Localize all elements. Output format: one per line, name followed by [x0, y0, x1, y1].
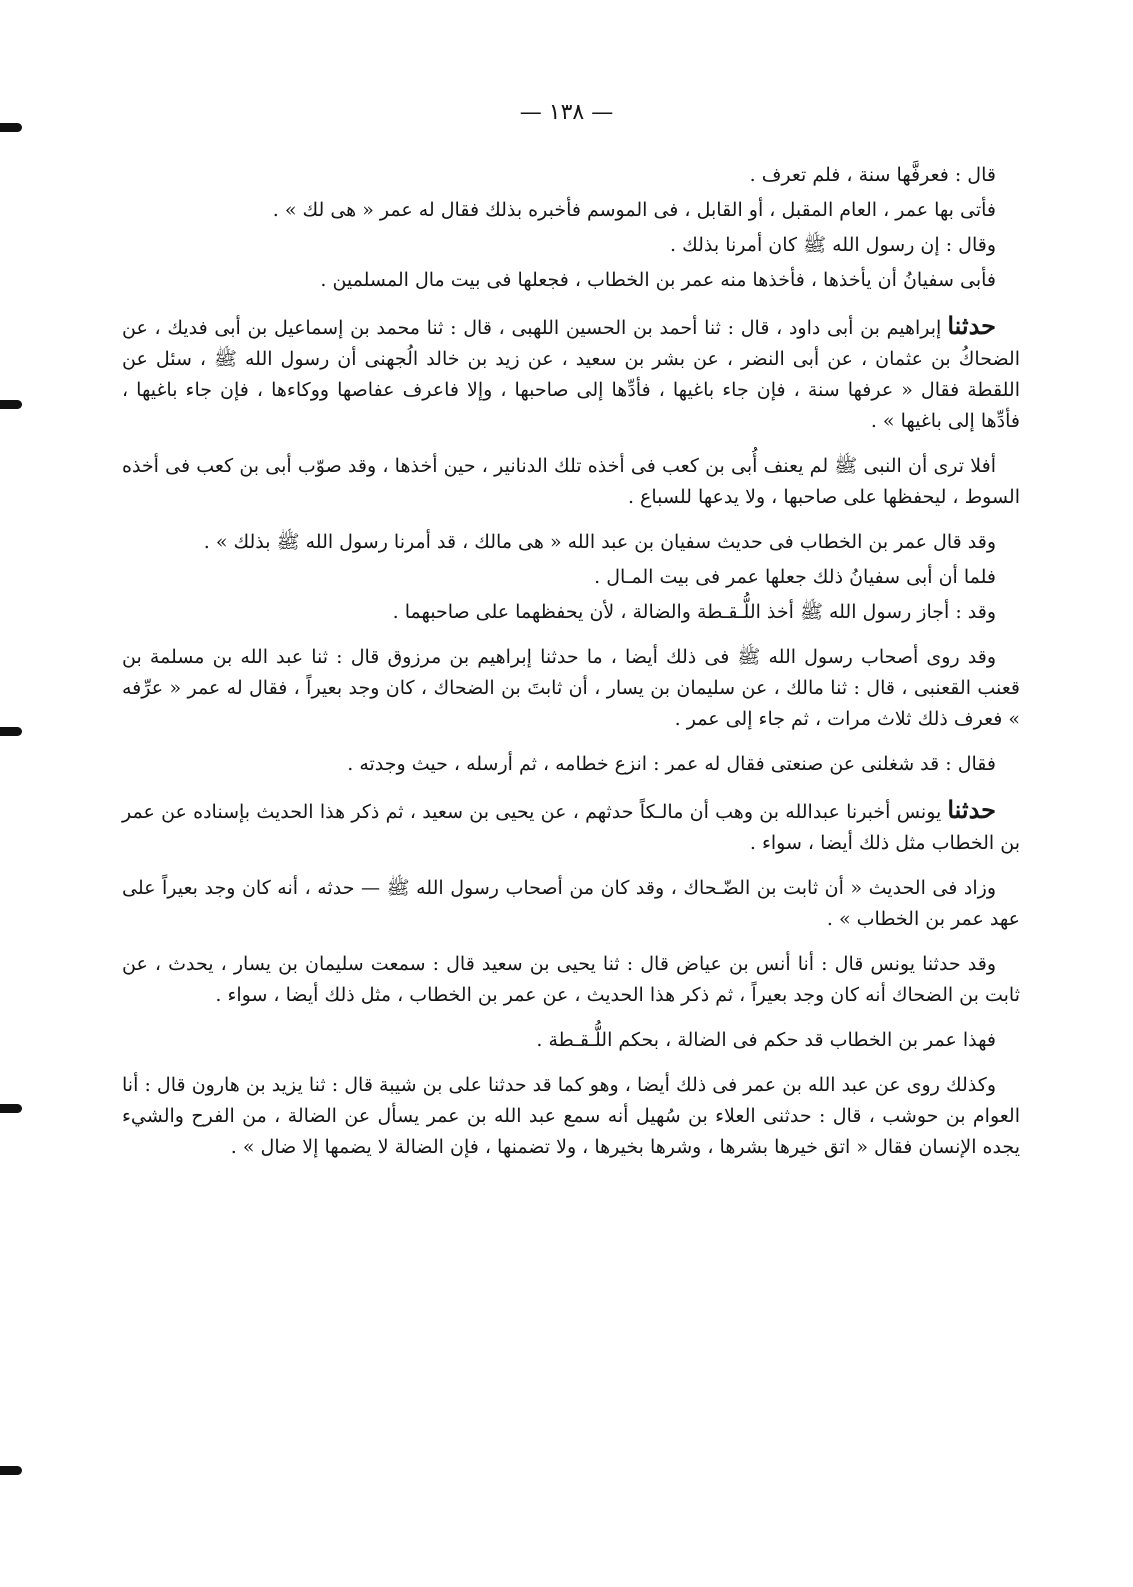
- paragraph: أفلا ترى أن النبى ﷺ لم يعنف أُبى بن كعب فى أخذه تلك الدنانير ، حين أخذها ، وقد صوّب أبى بن كعب فى أخذه السوط ، ليحفظها على صاحبها ، ولا يدعها للسباع .: [122, 455, 1020, 508]
- paragraph-text: يونس أخبرنا عبدالله بن وهب أن مالـكاً حدثهم ، عن يحيى بن سعيد ، ثم ذكر هذا الحديث بإسناده عن عمر بن الخطاب مثل ذلك أيضا ، سواء .: [122, 801, 1020, 854]
- hadith-marker: حدثنا: [947, 311, 996, 340]
- text-body: [122, 160, 1020, 1163]
- paragraph: [122, 794, 1020, 859]
- paragraph: وقال : إن رسول الله ﷺ كان أمرنا بذلك .: [670, 234, 996, 256]
- paragraph: [122, 310, 1020, 437]
- paragraph: وقد : أجاز رسول الله ﷺ أخذ اللُّـقـطة والضالة ، لأن يحفظهما على صاحبهما .: [392, 601, 996, 623]
- paragraph: وقد قال عمر بن الخطاب فى حديث سفيان بن عبد الله « هى مالك ، قد أمرنا رسول الله ﷺ بذلك » .: [203, 531, 996, 553]
- paragraph: فأبى سفيانُ أن يأخذها ، فأخذها منه عمر بن الخطاب ، فجعلها فى بيت مال المسلمين .: [320, 269, 996, 291]
- paragraph: وقد روى أصحاب رسول الله ﷺ فى ذلك أيضا ، ما حدثنا إبراهيم بن مرزوق قال : ثنا عبد الله بن مسلمة بن قعنب القعنبى ، قال : ثنا مالك ، عن سليمان بن يسار ، أن ثابتَ بن الضحاك ، كان وجد بعيراً ، فقال له عمر « عرِّفه » فعرف ذلك ثلاث مرات ، ثم جاء إلى عمر .: [122, 646, 1020, 730]
- scan-edge-mark: [0, 1104, 22, 1113]
- paragraph: فقال : قد شغلنى عن صنعتى فقال له عمر : انزع خطامه ، ثم أرسله ، حيث وجدته .: [347, 753, 996, 775]
- page-number: — ١٣٨ —: [519, 100, 614, 125]
- paragraph: فلما أن أبى سفيانُ ذلك جعلها عمر فى بيت المـال .: [594, 566, 996, 588]
- paragraph-text: إبراهيم بن أبى داود ، قال : ثنا أحمد بن الحسين اللهبى ، قال : ثنا محمد بن إسماعيل بن أبى فديك ، عن الضحاكُ بن عثمان ، عن أبى النضر ، عن بشر بن سعيد ، عن زيد بن خالد الُجهنى أن رسول الله ﷺ ، سئل عن اللقطة فقال « عرفها سنة ، فإن جاء باغيها ، فأدِّها إلى صاحبها ، وإلا فاعرف عفاصها ووكاءها ، فإن جاء باغيها ، فأدِّها إلى باغيها » .: [122, 317, 1020, 432]
- hadith-marker: حدثنا: [947, 795, 996, 824]
- paragraph: وقد حدثنا يونس قال : أنا أنس بن عياض قال : ثنا يحيى بن سعيد قال : سمعت سليمان بن يسار ، يحدث ، عن ثابت بن الضحاك أنه كان وجد بعيراً ، ثم ذكر هذا الحديث ، عن عمر بن الخطاب ، مثل ذلك أيضا ، سواء .: [122, 953, 1020, 1006]
- paragraph: وكذلك روى عن عبد الله بن عمر فى ذلك أيضا ، وهو كما قد حدثنا على بن شيبة قال : ثنا يزيد بن هارون قال : أنا العوام بن حوشب ، قال : حدثنى العلاء بن سُهيل أنه سمع عبد الله بن عمر يسأل عن الضالة ، من الفرح والشيء يجده الإنسان فقال « اتق خيرها بشرها ، وشرها بخيرها ، ولا تضمنها ، فإن الضالة لا يضمها إلا ضال » .: [122, 1074, 1020, 1158]
- paragraph: قال : فعرفَّها سنة ، فلم تعرف .: [749, 164, 996, 186]
- scan-edge-mark: [0, 400, 22, 409]
- scan-edge-mark: [0, 727, 22, 736]
- scan-edge-mark: [0, 1466, 22, 1475]
- paragraph: فأتى بها عمر ، العام المقبل ، أو القابل ، فى الموسم فأخبره بذلك فقال له عمر « هى لك » .: [272, 199, 996, 221]
- paragraph: فهذا عمر بن الخطاب قد حكم فى الضالة ، بحكم اللُّـقـطة .: [536, 1029, 996, 1051]
- paragraph: وزاد فى الحديث « أن ثابت بن الضّـحاك ، وقد كان من أصحاب رسول الله ﷺ — حدثه ، أنه كان وجد بعيراً على عهد عمر بن الخطاب » .: [122, 877, 1020, 930]
